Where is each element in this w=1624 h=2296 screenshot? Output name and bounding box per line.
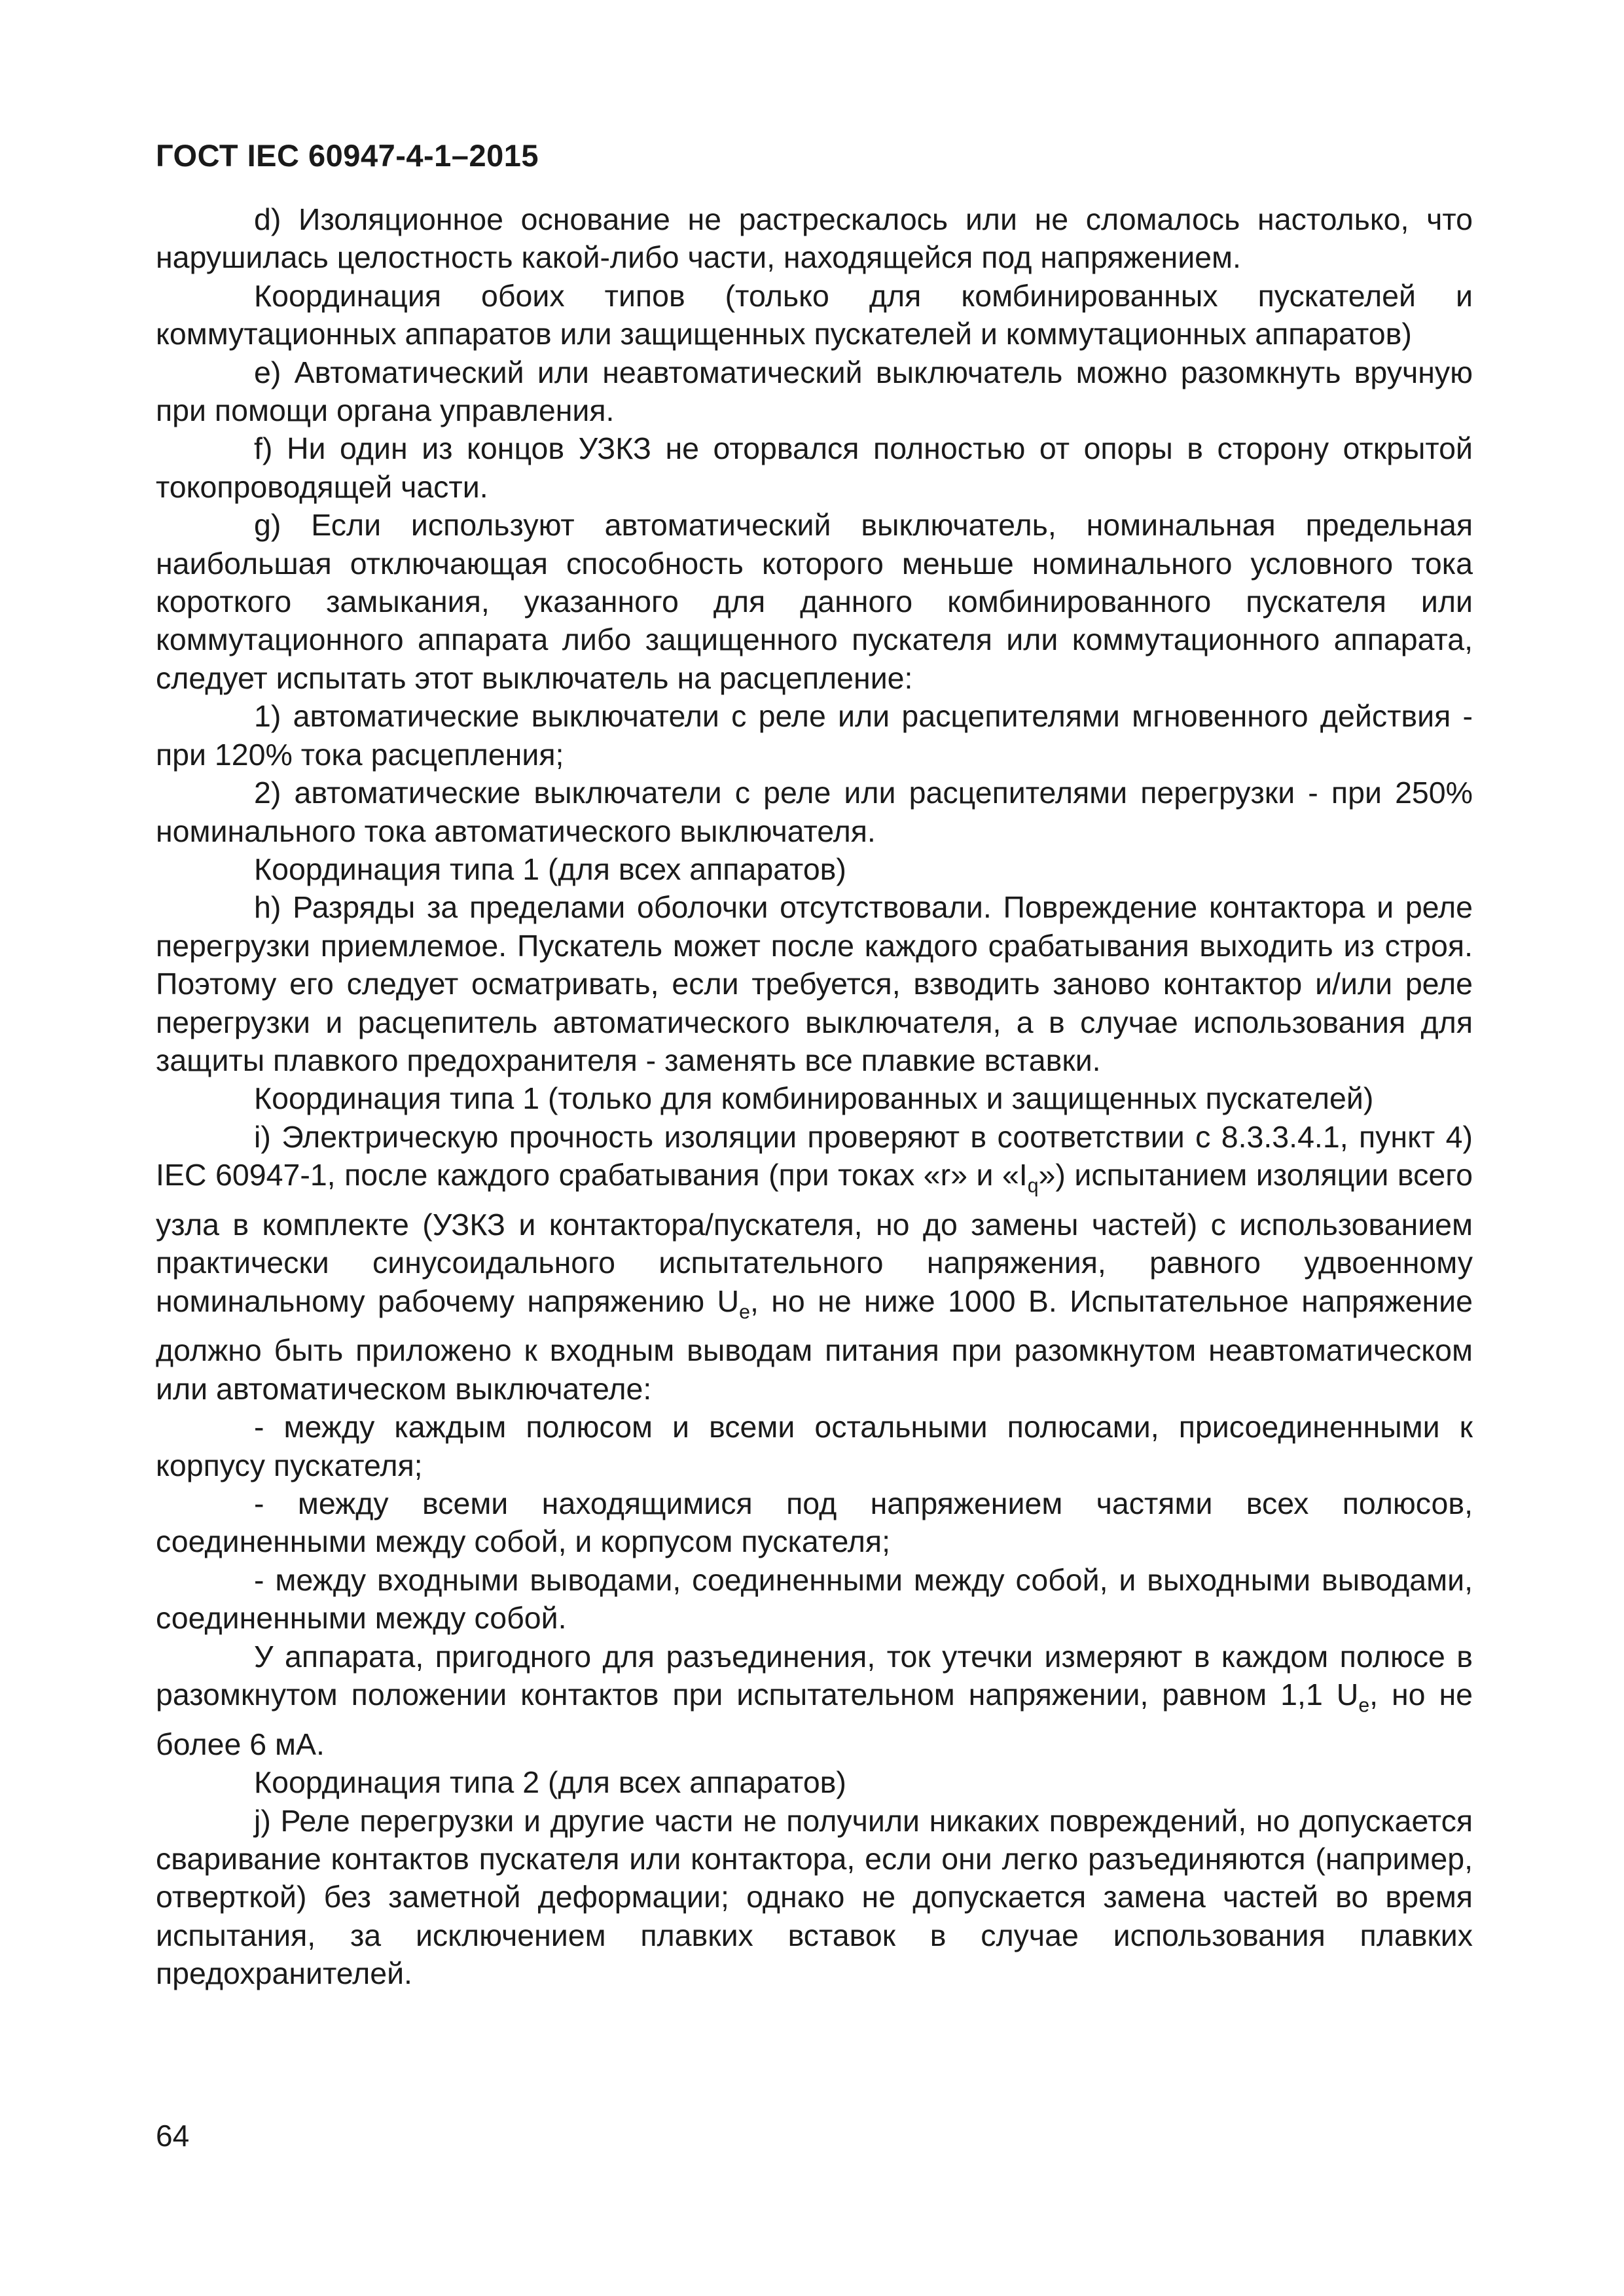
paragraph-h: h) Разряды за пределами оболочки отсутствовали. Повреждение контактора и реле перегрузки приемлемое. Пускатель может после каждого срабатывания выходить из строя. Поэтому его следует осматривать, если требуется, взводить заново контактор и/или реле перегрузки и расцепитель автоматического выключателя, а в случае использования для защиты плавкого предохранителя - заменять все плавкие вставки. [156, 890, 1473, 1077]
page-header-standard-id: ГОСТ IEC 60947-4-1–2015 [156, 138, 539, 173]
paragraph-coordination-both-types: Координация обоих типов (только для комбинированных пускателей и коммутационных аппаратов или защищенных пускателей и коммутационных аппаратов) [156, 278, 1473, 351]
paragraph-g-item-1: 1) автоматические выключатели с реле или расцепителями мгновенного действия - при 120% тока расцепления; [156, 699, 1473, 772]
paragraph-g-item-2: 2) автоматические выключатели с реле или расцепителями перегрузки - при 250% номинального тока автоматического выключателя. [156, 776, 1473, 848]
paragraph-g: g) Если используют автоматический выключатель, номинальная предельная наибольшая отключающая способность которого меньше номинального условного тока короткого замыкания, указанного для данного комбинированного пускателя или коммутационного аппарата либо защищенного пускателя или коммутационного аппарата, следует испытать этот выключатель на расцепление: [156, 508, 1473, 695]
paragraph-coordination-type-2: Координация типа 2 (для всех аппаратов) [254, 1765, 846, 1800]
paragraph-i-dash-1: - между каждым полюсом и всеми остальными полюсами, присоединенными к корпусу пускателя; [156, 1410, 1473, 1482]
paragraph-coordination-type-1-combined: Координация типа 1 (только для комбинированных и защищенных пускателей) [254, 1081, 1374, 1116]
paragraph-i: i) Электрическую прочность изоляции проверяют в соответствии с 8.3.3.4.1, пункт 4) IEC 60947-1, после каждого срабатывания (при токах «r» и «$I_q$») испытанием изоляции всего узла в комплекте (УЗКЗ и контактора/пускателя, но до замены частей) с использованием практически синусоидального испытательного напряжения, равного удвоенному номинальному рабочему напряжению $U_e$, но не ниже 1000 В. Испытательное напряжение должно быть приложено к входным выводам питания при разомкнутом неавтоматическом или автоматическом выключателе: [156, 1119, 1473, 1406]
paragraph-coordination-type-1-all: Координация типа 1 (для всех аппаратов) [254, 852, 846, 886]
paragraph-e: е) Автоматический или неавтоматический выключатель можно разомкнуть вручную при помощи органа управления. [156, 355, 1473, 428]
paragraph-leakage-current: У аппарата, пригодного для разъединения, ток утечки измеряют в каждом полюсе в разомкнутом положении контактов при испытательном напряжении, равном 1,1 $U_e$, но не более 6 мА. [156, 1639, 1473, 1761]
document-body [156, 200, 1473, 1993]
paragraph-i-dash-3: - между входными выводами, соединенными между собой, и выходными выводами, соединенными между собой. [156, 1562, 1473, 1636]
paragraph-d: d) Изоляционное основание не растрескалось или не сломалось настолько, что нарушилась целостность какой-либо части, находящейся под напряжением. [156, 202, 1473, 275]
page-number: 64 [156, 2119, 190, 2153]
paragraph-j: j) Реле перегрузки и другие части не получили никаких повреждений, но допускается сваривание контактов пускателя или контактора, если они легко разъединяются (например, отверткой) без заметной деформации; однако не допускается замена частей во время испытания, за исключением плавких вставок в случае использования плавких предохранителей. [156, 1803, 1473, 1991]
paragraph-i-dash-2: - между всеми находящимися под напряжением частями всех полюсов, соединенными между собой, и корпусом пускателя; [156, 1486, 1473, 1559]
paragraph-f: f) Ни один из концов УЗКЗ не оторвался полностью от опоры в сторону открытой токопроводящей части. [156, 431, 1473, 504]
